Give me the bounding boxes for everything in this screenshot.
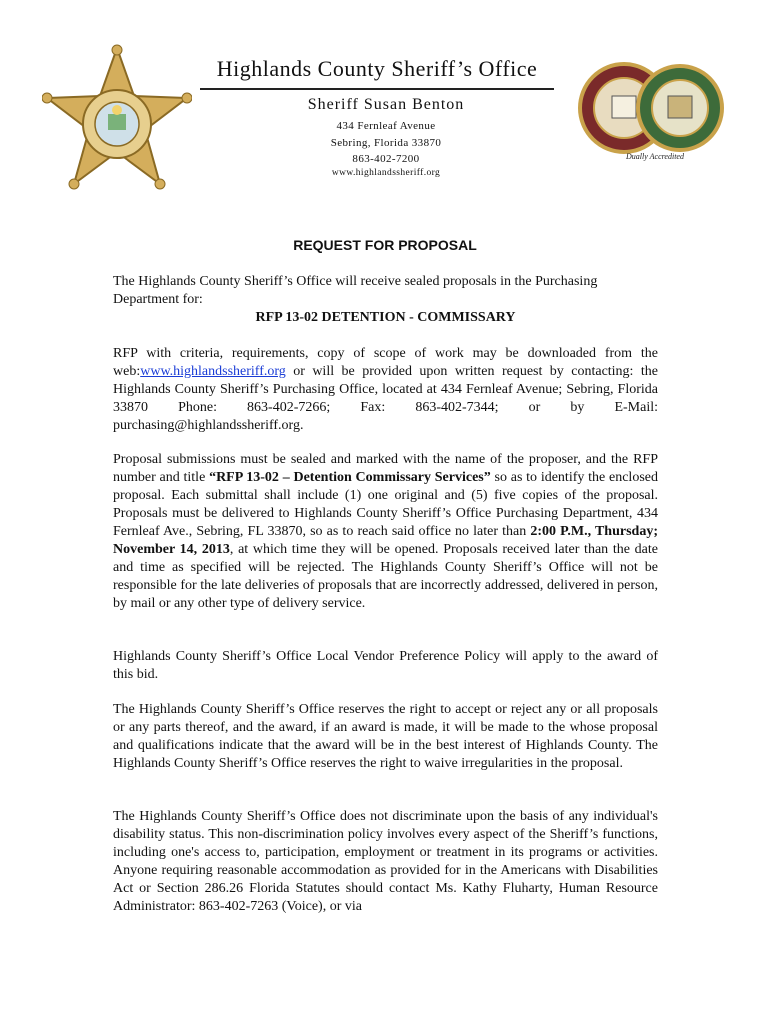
vendor-paragraph xyxy=(113,648,658,684)
download-paragraph xyxy=(113,345,658,435)
sheriff-star-badge-icon xyxy=(42,44,192,194)
discrimination-paragraph xyxy=(113,808,658,916)
sheriff-name: Sheriff Susan Benton xyxy=(307,96,465,113)
title-divider xyxy=(200,88,554,90)
page-title: REQUEST FOR PROPOSAL xyxy=(293,237,477,253)
intro-text: The Highlands County Sheriff’s Office will receive sealed proposals in the Purchasing Department for: xyxy=(113,274,598,307)
office-phone: 863-402-7200 xyxy=(352,153,420,165)
website-link[interactable]: www.highlandssheriff.org xyxy=(140,364,286,379)
submission-text-1: Proposal submissions must be sealed and marked with the name of the proposer, and the RFP number and title xyxy=(113,452,658,485)
address-city: Sebring, Florida 33870 xyxy=(330,137,442,149)
discrimination-text: The Highlands County Sheriff’s Office does not discriminate upon the basis of any individual's disability status. This non-discrimination policy involves every aspect of the Sheriff’s functions, including one's access to, participation, employment or treatment in its programs or activities. Anyone requiring reasonable accommodation as provided for in the Americans with Disabilities Act or Section 286.26 Florida Statutes should contact Ms. Kathy Fluharty, Human Resource Administrator: 863-402-7263 (Voice), or via xyxy=(113,809,658,914)
intro-paragraph xyxy=(113,273,658,327)
vendor-text: Highlands County Sheriff’s Office Local Vendor Preference Policy will apply to the award of this bid. xyxy=(113,649,658,682)
download-text-after: or will be provided upon written request by contacting: the Highlands County Sheriff’s Purchasing Office, located at 434 Fernleaf Avenue; Sebring, Florida 33870 Phone: 863-402-7266; Fax: 863-402-7344; or by E-Mail: purchasing@highlandssheriff.org. xyxy=(113,364,658,433)
office-title: Highlands County Sheriff’s Office xyxy=(216,56,538,81)
submission-rfp-title: “RFP 13-02 – Detention Commissary Services” xyxy=(209,470,491,485)
reserves-paragraph xyxy=(113,701,658,773)
submission-text-3: , at which time they will be opened. Proposals received later than the date and time as specified will be rejected. The Highlands County Sheriff’s Office will not be responsible for the late deliveries of proposals that are incorrectly addressed, delivered in person, by mail or any other type of delivery service. xyxy=(113,542,658,611)
download-text-before: RFP with criteria, requirements, copy of scope of work may be downloaded from the web: xyxy=(113,346,658,379)
address-street: 434 Fernleaf Avenue xyxy=(336,120,436,132)
reserves-text: The Highlands County Sheriff’s Office reserves the right to accept or reject any or all proposals or any parts thereof, and the award, if an award is made, it will be made to the whose proposal and qualifications indicate that the award will be in the best interest of Highlands County. The Highlands County Sheriff’s Office reserves the right to waive irregularities in the proposal. xyxy=(113,702,658,771)
submission-paragraph xyxy=(113,451,658,613)
submission-deadline: 2:00 P.M., Thursday; November 14, 2013 xyxy=(113,524,658,557)
accredited-label: Dually Accredited xyxy=(626,152,684,161)
accreditation-seals-icon xyxy=(576,56,726,166)
submission-text-2: so as to identify the enclosed proposal. Each submittal shall include (1) one original and (5) five copies of the proposal. Proposals must be delivered to Highlands County Sheriff’s Office Purchasing Department, 434 Fernleaf Ave., Sebring, FL 33870, so as to reach said office no later than xyxy=(113,470,658,539)
office-website: www.highlandssheriff.org xyxy=(331,168,441,178)
rfp-title: RFP 13-02 DETENTION - COMMISSARY xyxy=(255,310,516,325)
